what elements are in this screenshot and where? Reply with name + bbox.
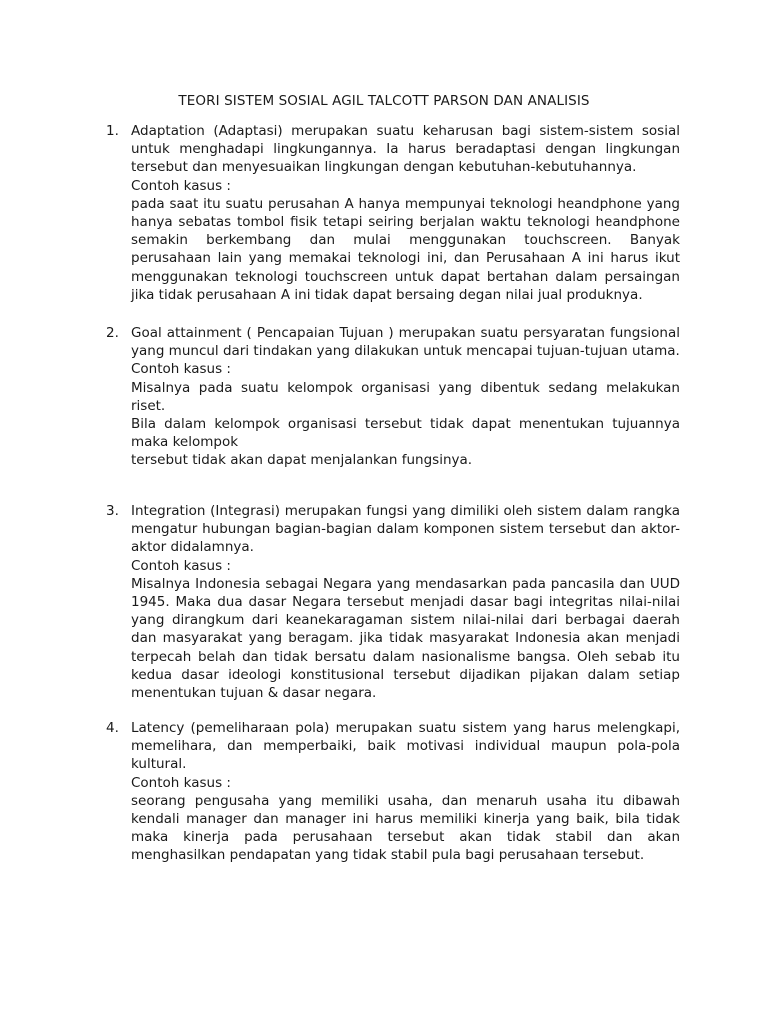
item-definition: Latency (pemeliharaan pola) merupakan suatu sistem yang harus melengkapi, memelihara, dan memperbaiki, baik motivasi individual maupun pola-pola kultural. (131, 720, 680, 773)
list-item-body (131, 719, 680, 865)
list-item-latency (106, 719, 680, 865)
list-item-number: 4. (106, 720, 119, 736)
case-text-conclusion: tersebut tidak akan dapat menjalankan fungsinya. (131, 452, 473, 469)
list-item-body (131, 122, 680, 304)
list-item-number: 3. (106, 503, 119, 519)
list-item-number: 2. (106, 325, 119, 341)
list-item-body (131, 324, 680, 470)
case-text-continued: Bila dalam kelompok organisasi tersebut tidak dapat menentukan tujuannya maka kelompok (131, 416, 680, 451)
item-definition: Goal attainment ( Pencapaian Tujuan ) merupakan suatu persyaratan fungsional yang muncul dari tindakan yang dilakukan untuk mencapai tujuan-tujuan utama. (131, 325, 680, 360)
case-text: seorang pengusaha yang memiliki usaha, dan menaruh usaha itu dibawah kendali manager dan manager ini harus memiliki kinerja yang baik, bila tidak maka kinerja pada perusahaan tersebut akan tidak stabil dan akan menghasilkan pendapatan yang tidak stabil pula bagi perusahaan tersebut. (131, 792, 680, 864)
case-label: Contoh kasus : (131, 774, 231, 791)
case-text: Misalnya Indonesia sebagai Negara yang mendasarkan pada pancasila dan UUD 1945. Maka dua dasar Negara tersebut menjadi dasar bagi integritas nilai-nilai yang dirangkum dari keanekaragaman sistem nilai-nilai dari berbagai daerah dan masyarakat yang beragam. jika tidak masyarakat Indonesia akan menjadi terpecah belah dan tidak bersatu dalam nasionalisme bangsa. Oleh sebab itu kedua dasar ideologi konstitusional tersebut dijadikan pijakan dalam setiap menentukan tujuan & dasar negara. (131, 575, 680, 702)
case-label: Contoh kasus : (131, 177, 231, 194)
case-label: Contoh kasus : (131, 557, 231, 574)
case-label: Contoh kasus : (131, 361, 231, 378)
list-item-body (131, 502, 680, 702)
case-text: Misalnya pada suatu kelompok organisasi yang dibentuk sedang melakukan riset. (131, 379, 680, 414)
document-title: TEORI SISTEM SOSIAL AGIL TALCOTT PARSON DAN ANALISIS (178, 93, 590, 109)
case-text: pada saat itu suatu perusahan A hanya mempunyai teknologi heandphone yang hanya sebatas tombol fisik tetapi seiring berjalan waktu teknologi heandphone semakin berkembang dan mulai menggunakan touchscreen. Banyak perusahaan lain yang memakai teknologi ini, dan Perusahaan A ini harus ikut menggunakan teknologi touchscreen untuk dapat bertahan dalam persaingan jika tidak perusahaan A ini tidak dapat bersaing degan nilai jual produknya. (131, 195, 680, 303)
list-item-number: 1. (106, 123, 119, 139)
list-item-adaptation (106, 122, 680, 304)
item-definition: Integration (Integrasi) merupakan fungsi yang dimiliki oleh sistem dalam rangka mengatur hubungan bagian-bagian dalam komponen sistem tersebut dan aktor-aktor didalamnya. (131, 503, 680, 556)
list-item-integration (106, 502, 680, 702)
item-definition: Adaptation (Adaptasi) merupakan suatu keharusan bagi sistem-sistem sosial untuk menghadapi lingkungannya. Ia harus beradaptasi dengan lingkungan tersebut dan menyesuaikan lingkungan dengan kebutuhan-kebutuhannya. (131, 123, 680, 176)
list-item-goal-attainment (106, 324, 680, 470)
